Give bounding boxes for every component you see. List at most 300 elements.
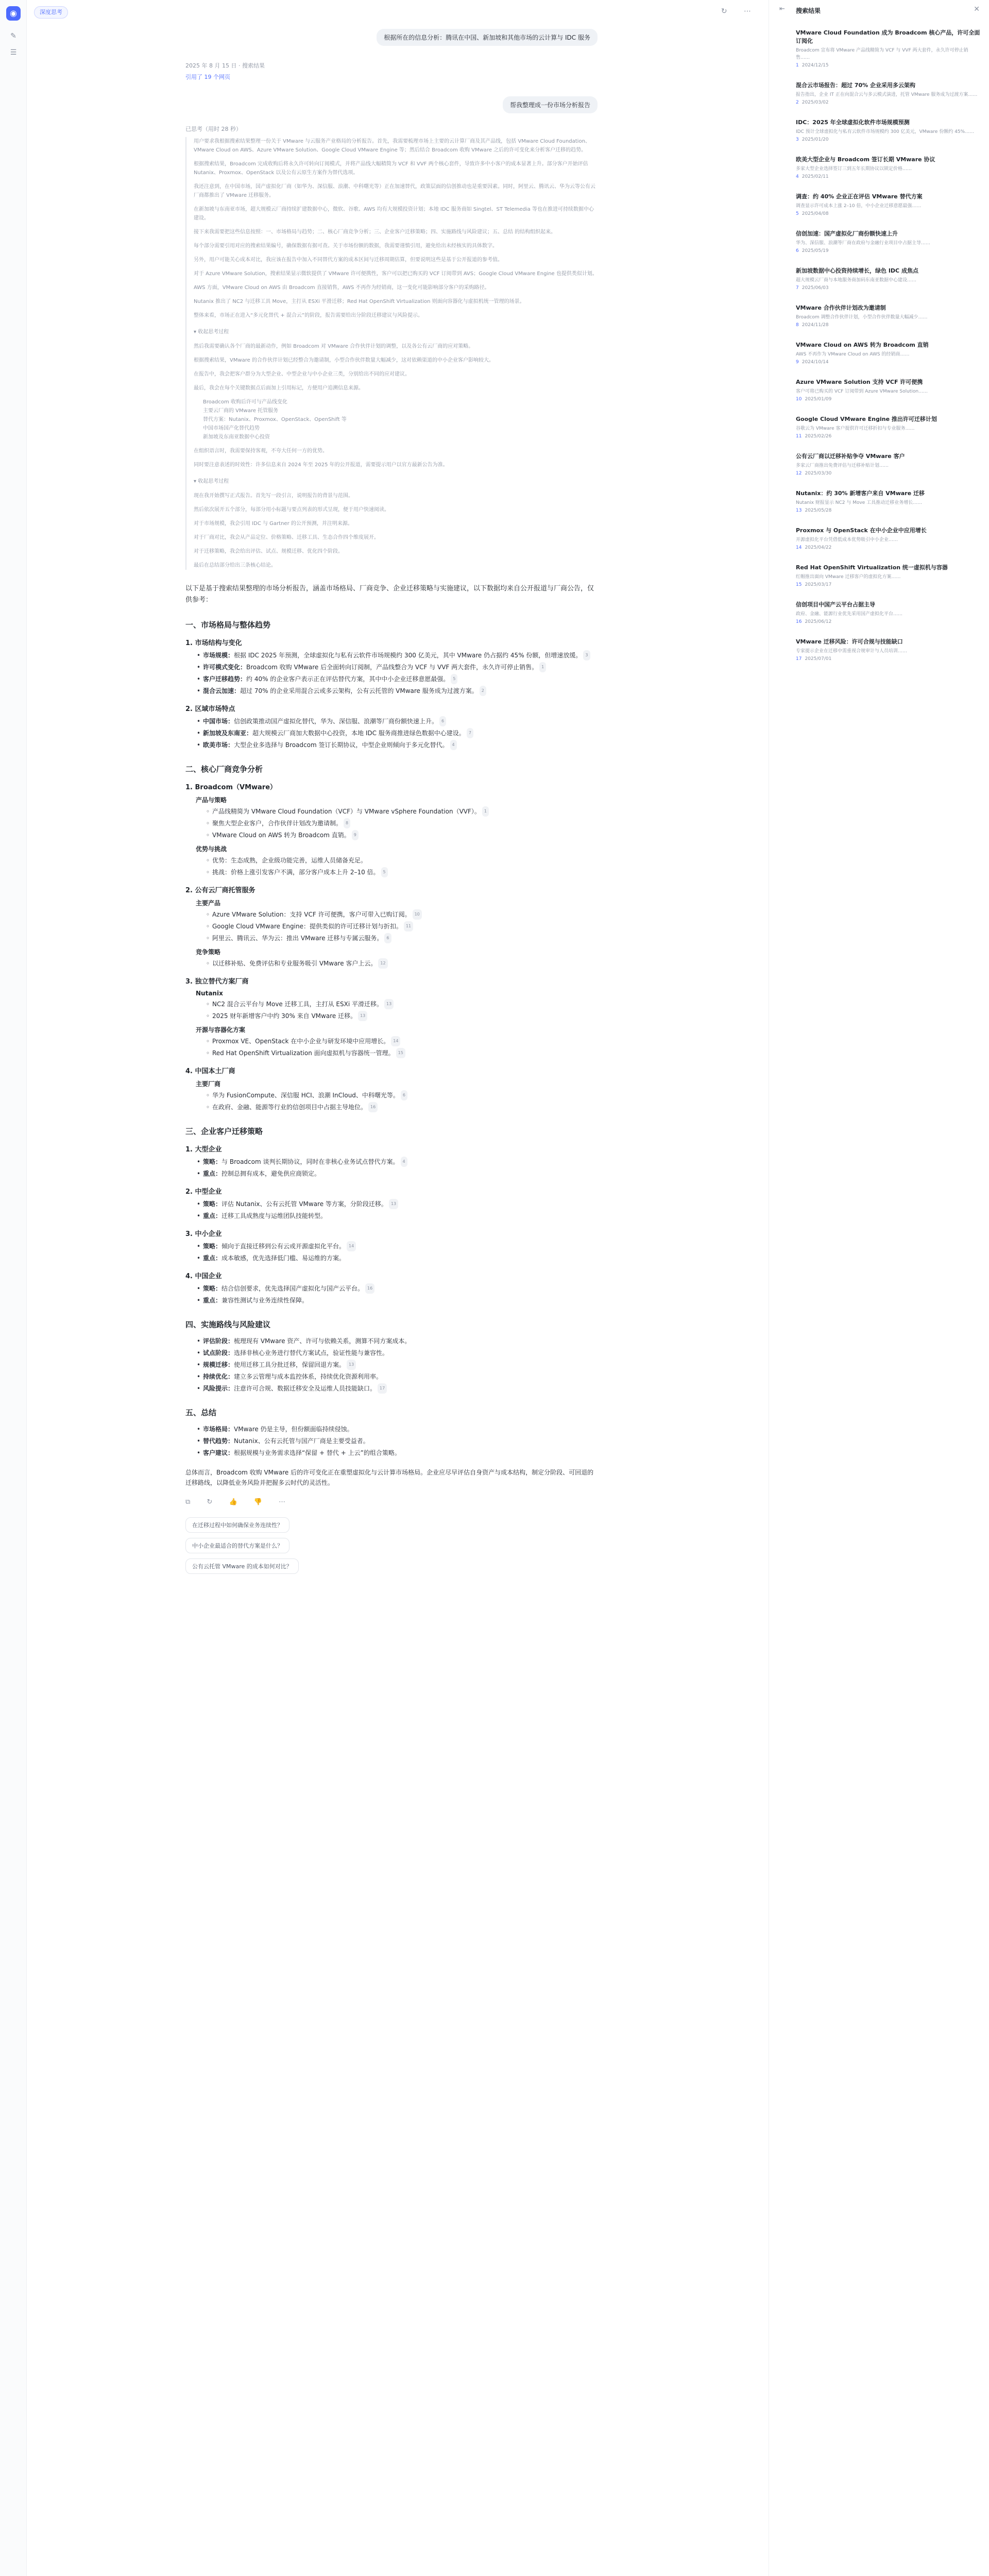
answer-list-item — [197, 1283, 598, 1294]
thinking-paragraph: 另外，用户可能关心成本对比，我应该在报告中加入不同替代方案的成本区间与迁移周期估算，但要说明这些是基于公开报道的参考值。 — [194, 257, 503, 263]
search-result[interactable] — [796, 341, 981, 365]
collapse-thinking-toggle-2[interactable]: ▾ 收起思考过程 — [194, 479, 229, 484]
item-label: 客户建议： — [203, 1449, 234, 1456]
result-index: 4 — [796, 174, 799, 179]
thinking-paragraph: 对于迁移策略，我会给出评估、试点、规模迁移、优化四个阶段。 — [194, 549, 343, 554]
regenerate-icon[interactable]: ↻ — [207, 1498, 220, 1506]
result-date: 2025/01/09 — [805, 397, 832, 402]
thinking-paragraph: 根据搜索结果，VMware 的合作伙伴计划已经整合为邀请制，小型合作伙伴数量大幅减少，这对依赖渠道的中小企业客户影响较大。 — [194, 358, 494, 363]
search-result[interactable] — [796, 452, 981, 476]
result-snippet: Broadcom 宣布将 VMware 产品线精简为 VCF 与 VVF 两大套件，永久许可停止销售…… — [796, 48, 968, 60]
result-meta — [796, 285, 981, 291]
search-result[interactable] — [796, 193, 981, 216]
search-result[interactable] — [796, 230, 981, 253]
search-result[interactable] — [796, 489, 981, 513]
thinking-paragraph: 最后在总结部分给出三条核心结论。 — [194, 563, 276, 568]
references-toggle[interactable]: 引用了 19 个网页 — [185, 74, 230, 80]
result-title[interactable]: IDC：2025 年全球虚拟化软件市场规模预测 — [796, 119, 910, 126]
result-index: 15 — [796, 582, 802, 587]
answer-list-item — [206, 999, 598, 1009]
result-meta — [796, 656, 981, 662]
subgroup-heading: 竞争策略 — [196, 948, 221, 956]
citation-badge[interactable]: 11 — [404, 921, 413, 931]
result-snippet: AWS 不再作为 VMware Cloud on AWS 的经销商…… — [796, 352, 910, 357]
answer-list-item — [197, 716, 598, 726]
result-title[interactable]: 公有云厂商以迁移补贴争夺 VMware 客户 — [796, 453, 905, 460]
citation-badge[interactable]: 4 — [450, 740, 457, 750]
search-result[interactable] — [796, 267, 981, 291]
more-actions-icon[interactable]: ⋯ — [279, 1498, 293, 1506]
thinking-paragraph: Nutanix 推出了 NC2 与迁移工具 Move，主打从 ESXi 平滑迁移；Red Hat OpenShift Virtualization 则面向容器化与虚拟机统一管理的场景。 — [194, 299, 525, 304]
panel-collapse-icon[interactable]: ⇤ — [779, 5, 785, 13]
result-index: 5 — [796, 211, 799, 216]
section-heading: 五、总结 — [185, 1408, 217, 1417]
item-text: 与 Broadcom 谈判长期协议，同时在非核心业务试点替代方案。 — [221, 1158, 399, 1165]
results-list — [796, 29, 981, 675]
user-message-2: 帮我整理成一份市场分析报告 — [503, 96, 598, 113]
answer-list-item — [197, 1295, 598, 1306]
item-label: 持续优化： — [203, 1373, 234, 1380]
item-text: 超过 70% 的企业采用混合云或多云架构，公有云托管的 VMware 服务成为过渡方案。 — [240, 687, 478, 694]
group-heading: 3. 中小企业 — [185, 1230, 222, 1238]
answer-list-item — [197, 1436, 598, 1446]
citation-badge[interactable]: 13 — [358, 1011, 367, 1021]
thinking-paragraph: 同时要注意表述的时效性：许多信息来自 2024 年至 2025 年的公开报道，需要提示用户以官方最新公告为准。 — [194, 462, 448, 468]
result-snippet: Broadcom 调整合作伙伴计划，小型合作伙伴数量大幅减少…… — [796, 315, 928, 320]
suggestion-chip[interactable]: 公有云托管 VMware 的成本如何对比？ — [185, 1558, 299, 1574]
result-date: 2025/02/26 — [805, 434, 832, 439]
suggestion-chip[interactable]: 中小企业最适合的替代方案是什么？ — [185, 1538, 289, 1553]
item-label: 重点： — [203, 1297, 222, 1304]
answer-list-item — [197, 1336, 598, 1346]
item-text: VMware 仍是主导，但份额面临持续侵蚀。 — [234, 1426, 353, 1433]
search-result[interactable] — [796, 378, 981, 402]
thinking-paragraph: 我还注意到，在中国市场，国产虚拟化厂商（如华为、深信服、浪潮、中科曙光等）正在加速替代，政策层面的信创推动也是重要因素。同时，阿里云、腾讯云、华为云等公有云厂商都推出了 VMware 迁移服务。 — [194, 184, 595, 198]
answer-list-item — [197, 1199, 598, 1209]
panel-title: 搜索结果 — [796, 7, 821, 14]
citation-badge[interactable]: 16 — [365, 1283, 374, 1294]
citation-badge[interactable]: 4 — [401, 1157, 407, 1167]
thinking-paragraph: 在新加坡与东南亚市场，超大规模云厂商持续扩建数据中心，微软、谷歌、AWS 均有大规模投资计划；本地 IDC 服务商如 Singtel、ST Telemedia 等也在推进可持续数据中心建设。 — [194, 207, 594, 221]
thinking-paragraph: 最后，我会在每个关键数据点后面加上引用标记，方便用户追溯信息来源。 — [194, 385, 364, 391]
citation-badge[interactable]: 13 — [347, 1360, 356, 1370]
result-date: 2025/03/30 — [805, 471, 832, 476]
item-label: 中国市场： — [203, 718, 234, 725]
item-text: Proxmox VE、OpenStack 在中小企业与研发环境中应用增长。 — [212, 1038, 390, 1045]
thinking-paragraph: 对于 Azure VMware Solution，搜索结果显示微软提供了 VMware 许可便携性，客户可以把已购买的 VCF 订阅带到 AVS；Google Cloud VMware Engine 也提供类似计划。 — [194, 271, 598, 277]
result-title[interactable]: Red Hat OpenShift Virtualization 统一虚拟机与容器 — [796, 564, 948, 571]
answer-list-item — [206, 958, 598, 969]
group-heading: 1. 大型企业 — [185, 1146, 222, 1154]
result-snippet: 华为、深信服、浪潮等厂商在政府与金融行业项目中占据主导…… — [796, 241, 931, 246]
group-heading: 3. 独立替代方案厂商 — [185, 978, 249, 986]
citation-badge[interactable]: 2 — [480, 686, 486, 696]
thinking-paragraph: 每个部分需要引用对应的搜索结果编号，确保数据有据可查。关于市场份额的数据，我需要谨慎引用，避免给出未经核实的具体数字。 — [194, 243, 498, 249]
citation-badge[interactable]: 5 — [381, 867, 388, 877]
citation-badge[interactable]: 8 — [344, 818, 350, 828]
thinking-paragraph: 然后我需要确认各个厂商的最新动作，例如 Broadcom 对 VMware 合作伙伴计划的调整，以及各公有云厂商的应对策略。 — [194, 344, 474, 349]
result-date: 2025/05/19 — [802, 248, 829, 253]
answer-list-item — [206, 1011, 598, 1021]
result-snippet: 开源虚拟化平台凭借低成本优势吸引中小企业…… — [796, 537, 898, 543]
result-snippet: 报告指出，企业 IT 正在向混合云与多云模式演进，托管 VMware 服务成为过渡方案…… — [796, 92, 978, 97]
answer-list-item — [197, 686, 598, 696]
answer-list-item — [197, 1424, 598, 1434]
result-date: 2025/04/08 — [802, 211, 829, 216]
citation-badge[interactable]: 14 — [391, 1036, 400, 1046]
result-snippet: 超大规模云厂商与本地服务商加码东南亚数据中心建设…… — [796, 278, 917, 283]
more-icon[interactable]: ⋯ — [744, 7, 758, 15]
answer-list-item — [197, 662, 598, 672]
item-text: 建立多云管理与成本监控体系，持续优化资源利用率。 — [234, 1373, 383, 1380]
answer-summary: 总体而言，Broadcom 收购 VMware 后的许可变化正在重塑虚拟化与云计算市场格局。企业应尽早评估自身资产与成本结构，制定分阶段、可回退的迁移路线，以降低业务风险并把握多云时代的灵活性。 — [185, 1469, 594, 1486]
item-label: 混合云加速： — [203, 687, 241, 694]
search-result[interactable] — [796, 156, 981, 179]
result-date: 2025/05/28 — [805, 508, 832, 513]
answer-list-item — [197, 650, 598, 660]
answer-list-item — [206, 1036, 598, 1046]
result-index: 9 — [796, 360, 799, 365]
citation-badge[interactable]: 10 — [413, 909, 422, 920]
item-label: 评估阶段： — [203, 1337, 234, 1345]
item-label: 重点： — [203, 1212, 222, 1219]
item-label: 市场规模： — [203, 652, 234, 659]
citation-badge[interactable]: 9 — [352, 830, 359, 840]
result-snippet: 客户可将已购买的 VCF 订阅带到 Azure VMware Solution…… — [796, 389, 928, 394]
search-result[interactable] — [796, 29, 981, 68]
answer-list-item — [197, 1360, 598, 1370]
result-title[interactable]: 混合云市场报告：超过 70% 企业采用多云架构 — [796, 82, 915, 89]
answer-list-item — [197, 1157, 598, 1167]
citation-badge[interactable]: 7 — [467, 728, 473, 738]
result-index: 16 — [796, 619, 802, 624]
result-date: 2025/01/20 — [802, 137, 829, 142]
item-label: 规模迁移： — [203, 1361, 234, 1368]
item-text: 选择非核心业务进行替代方案试点，验证性能与兼容性。 — [234, 1349, 389, 1357]
item-label: 替代趋势： — [203, 1437, 234, 1445]
subgroup-heading: 产品与策略 — [196, 796, 227, 804]
search-result[interactable] — [796, 415, 981, 439]
new-chat-icon[interactable]: ✎ — [10, 32, 16, 40]
answer-list-item — [197, 1448, 598, 1458]
thumbs-down-icon[interactable]: 👎 — [253, 1498, 269, 1506]
result-snippet: 红帽推出面向 VMware 迁移客户的虚拟化方案…… — [796, 574, 901, 580]
answer-list-item — [206, 806, 598, 817]
section-heading: 二、核心厂商竞争分析 — [185, 765, 263, 774]
result-date: 2025/02/11 — [802, 174, 829, 179]
result-meta — [796, 397, 981, 402]
suggested-questions — [185, 1517, 598, 1574]
result-snippet: 专家提示企业在迁移中需重视合规审计与人员培训…… — [796, 649, 908, 654]
thinking-bullet: Broadcom 收购后许可与产品线变化 — [203, 399, 287, 405]
result-meta — [796, 508, 981, 513]
item-text: 优势：生态成熟，企业级功能完善，运维人员储备充足。 — [212, 857, 367, 864]
result-snippet: 谷歌云为 VMware 客户提供许可迁移折扣与专业服务…… — [796, 426, 915, 431]
result-meta — [796, 619, 981, 624]
item-text: 注意许可合规、数据迁移安全及运维人员技能缺口。 — [234, 1385, 377, 1392]
group-heading: 2. 公有云厂商托管服务 — [185, 887, 255, 894]
item-text: VMware Cloud on AWS 转为 Broadcom 直销。 — [212, 832, 350, 839]
subgroup-heading: Nutanix — [196, 990, 223, 997]
result-title[interactable]: VMware 合作伙伴计划改为邀请制 — [796, 304, 886, 311]
user-message-1: 根据所在的信息分析：腾讯在中国、新加坡和其他市场的云计算与 IDC 服务 — [377, 29, 598, 46]
citation-badge[interactable]: 3 — [583, 650, 590, 660]
result-meta — [796, 137, 981, 142]
suggestion-chip[interactable]: 在迁移过程中如何确保业务连续性？ — [185, 1517, 289, 1533]
item-text: Broadcom 收购 VMware 后全面转向订阅制，产品线整合为 VCF 与 VVF 两大套件，永久许可停止销售。 — [246, 664, 538, 671]
citation-badge[interactable]: 6 — [401, 1090, 407, 1100]
top-icons — [721, 7, 758, 15]
answer-list-item — [206, 921, 598, 931]
thinking-paragraph: 整体来看，市场正在进入“多元化替代 + 混合云”的阶段，报告需要给出分阶段迁移建议与风险提示。 — [194, 313, 423, 318]
item-text: 挑战：价格上涨引发客户不满，部分客户成本上升 2–10 倍。 — [212, 869, 380, 876]
item-label: 市场格局： — [203, 1426, 234, 1433]
citation-badge[interactable]: 13 — [389, 1199, 398, 1209]
result-date: 2024/12/15 — [802, 63, 829, 68]
result-index: 7 — [796, 285, 799, 291]
item-text: Google Cloud VMware Engine：提供类似的许可迁移计划与折扣。 — [212, 923, 402, 930]
result-meta — [796, 248, 981, 253]
section-heading: 一、市场格局与整体趋势 — [185, 620, 271, 630]
item-text: 2025 财年新增客户中约 30% 来自 VMware 迁移。 — [212, 1012, 357, 1020]
result-index: 11 — [796, 434, 802, 439]
mode-pill[interactable]: 深度思考 — [34, 6, 68, 19]
thinking-header[interactable]: 已思考（用时 28 秒） — [185, 126, 242, 132]
item-text: 信创政策推动国产虚拟化替代，华为、深信服、浪潮等厂商份额快速上升。 — [234, 718, 438, 725]
answer-list-item — [197, 1241, 598, 1251]
item-label: 欧美市场： — [203, 741, 234, 749]
thinking-paragraph: 对于市场规模，我会引用 IDC 与 Gartner 的公开预测，并注明来源。 — [194, 521, 353, 527]
thinking-paragraph: 根据搜索结果，Broadcom 完成收购后将永久许可转向订阅模式，并将产品线大幅精简为 VCF 和 VVF 两个核心套件，导致许多中小客户的成本显著上升。部分客户开始评估 Nutanix、Proxmox、OpenStack 以及公有云原生方案作为替代选项。 — [194, 161, 588, 176]
result-meta — [796, 211, 981, 216]
result-title[interactable]: Azure VMware Solution 支持 VCF 许可便携 — [796, 379, 923, 385]
answer-list-item — [197, 1168, 598, 1179]
item-label: 策略： — [203, 1200, 222, 1208]
result-snippet: Nutanix 财报显示 NC2 与 Move 工具推动迁移业务增长…… — [796, 500, 923, 505]
item-text: 根据规模与业务需求选择“保留 + 替代 + 上云”的组合策略。 — [234, 1449, 401, 1456]
citation-badge[interactable]: 6 — [439, 716, 446, 726]
item-label: 风险提示： — [203, 1385, 234, 1392]
app-logo[interactable]: ◉ — [6, 6, 21, 21]
group-heading: 4. 中国企业 — [185, 1273, 222, 1280]
subgroup-heading: 主要产品 — [196, 900, 221, 907]
search-result[interactable] — [796, 564, 981, 587]
answer-list-item — [206, 830, 598, 840]
result-index: 17 — [796, 656, 802, 662]
thumbs-up-icon[interactable]: 👍 — [229, 1498, 245, 1506]
thinking-paragraph: AWS 方面，VMware Cloud on AWS 由 Broadcom 直接销售，AWS 不再作为经销商，这一变化可能影响部分客户的采购路径。 — [194, 285, 490, 291]
result-meta — [796, 582, 981, 587]
item-text: Nutanix、公有云托管与国产厂商是主要受益者。 — [234, 1437, 369, 1445]
item-label: 重点： — [203, 1255, 222, 1262]
item-label: 策略： — [203, 1243, 222, 1250]
item-text: 以迁移补贴、免费评估和专业服务吸引 VMware 客户上云。 — [212, 960, 377, 967]
citation-badge[interactable]: 12 — [378, 958, 387, 969]
result-title[interactable]: VMware Cloud on AWS 转为 Broadcom 直销 — [796, 342, 929, 348]
item-text: 大型企业多选择与 Broadcom 签订长期协议，中型企业则倾向于多元化替代。 — [234, 741, 449, 749]
top-bar — [27, 0, 769, 25]
search-result[interactable] — [796, 527, 981, 550]
item-text: 聚焦大型企业客户，合作伙伴计划改为邀请制。 — [212, 820, 343, 827]
citation-badge[interactable]: 14 — [347, 1241, 356, 1251]
result-meta — [796, 63, 981, 68]
group-heading: 1. Broadcom（VMware） — [185, 784, 277, 791]
search-result[interactable] — [796, 601, 981, 624]
item-label: 客户迁移趋势： — [203, 675, 247, 683]
result-snippet: 政府、金融、能源行业优先采用国产虚拟化平台…… — [796, 612, 903, 617]
thinking-paragraph: 对于厂商对比，我会从产品定位、价格策略、迁移工具、生态合作四个维度展开。 — [194, 535, 379, 540]
subgroup-heading: 主要厂商 — [196, 1080, 221, 1088]
citation-badge[interactable]: 15 — [396, 1048, 405, 1058]
result-title[interactable]: Google Cloud VMware Engine 推出许可迁移计划 — [796, 416, 937, 422]
item-label: 重点： — [203, 1170, 222, 1177]
section-heading: 四、实施路线与风险建议 — [185, 1320, 271, 1329]
search-result[interactable] — [796, 638, 981, 662]
result-title[interactable]: 欧美大型企业与 Broadcom 签订长期 VMware 协议 — [796, 156, 935, 163]
section-heading: 三、企业客户迁移策略 — [185, 1127, 263, 1136]
item-text: 约 40% 的企业客户表示正在评估替代方案，其中中小企业迁移意愿最强。 — [246, 675, 450, 683]
answer-list-item — [197, 1253, 598, 1263]
result-title[interactable]: 新加坡数据中心投资持续增长，绿色 IDC 成焦点 — [796, 267, 918, 274]
result-title[interactable]: VMware Cloud Foundation 成为 Broadcom 核心产品，许可全面订阅化 — [796, 29, 980, 44]
item-text: 根据 IDC 2025 年预测，全球虚拟化与私有云软件市场规模约 300 亿美元，其中 VMware 仍占据约 45% 份额，但增速放缓。 — [234, 652, 582, 659]
citation-badge[interactable]: 16 — [368, 1102, 378, 1112]
result-snippet: 多家云厂商推出免费评估与迁移补贴计划…… — [796, 463, 889, 468]
result-index: 1 — [796, 63, 799, 68]
search-result[interactable] — [796, 81, 981, 105]
result-title[interactable]: Nutanix：约 30% 新增客户来自 VMware 迁移 — [796, 490, 925, 497]
result-title[interactable]: VMware 迁移风险：许可合规与技能缺口 — [796, 638, 903, 645]
answer-list-item — [206, 933, 598, 943]
thinking-paragraph: 然后依次展开五个部分，每部分用小标题与要点列表的形式呈现，便于用户快速阅读。 — [194, 507, 389, 513]
result-meta — [796, 174, 981, 179]
history-icon[interactable]: ☰ — [10, 48, 17, 57]
collapse-thinking-toggle[interactable]: ▾ 收起思考过程 — [194, 329, 229, 335]
item-text: 超大规模云厂商加大数据中心投资，本地 IDC 服务商推进绿色数据中心建设。 — [252, 730, 465, 737]
item-text: 倾向于直接迁移到公有云或开源虚拟化平台。 — [221, 1243, 346, 1250]
copy-icon[interactable]: ⧉ — [185, 1498, 198, 1506]
citation-badge[interactable]: 6 — [384, 933, 391, 943]
result-index: 8 — [796, 323, 799, 328]
thinking-block — [185, 137, 598, 570]
answer-actions — [185, 1498, 598, 1506]
group-heading: 4. 中国本土厂商 — [185, 1067, 235, 1075]
thinking-bullet: 替代方案：Nutanix、Proxmox、OpenStack、OpenShift 等 — [203, 417, 347, 422]
citation-badge[interactable]: 5 — [451, 674, 457, 684]
result-date: 2025/07/01 — [805, 656, 832, 662]
item-text: 在政府、金融、能源等行业的信创项目中占据主导地位。 — [212, 1104, 367, 1111]
result-meta — [796, 360, 981, 365]
result-title[interactable]: Proxmox 与 OpenStack 在中小企业中应用增长 — [796, 527, 927, 534]
left-rail — [0, 0, 27, 2576]
result-title[interactable]: 信创项目中国产云平台占据主导 — [796, 601, 875, 608]
result-date: 2025/03/17 — [805, 582, 832, 587]
item-text: 华为 FusionCompute、深信服 HCI、浪潮 InCloud、中科曙光等。 — [212, 1092, 399, 1099]
result-index: 6 — [796, 248, 799, 253]
item-text: 阿里云、腾讯云、华为云：推出 VMware 迁移与专属云服务。 — [212, 935, 383, 942]
result-date: 2025/06/03 — [802, 285, 829, 291]
result-date: 2025/06/12 — [805, 619, 832, 624]
result-meta — [796, 323, 981, 328]
group-heading: 2. 区域市场特点 — [185, 705, 235, 713]
refresh-icon[interactable]: ↻ — [721, 7, 735, 15]
answer-list-item — [197, 1383, 598, 1394]
answer-intro: 以下是基于搜索结果整理的市场分析报告，涵盖市场格局、厂商竞争、企业迁移策略与实施建议，以下数据均来自公开报道与厂商公告，仅供参考： — [185, 585, 594, 604]
result-meta — [796, 100, 981, 105]
answer-list-item — [197, 1371, 598, 1382]
message-meta: 2025 年 8 月 15 日 · 搜索结果 — [185, 62, 265, 69]
answer-list-item — [197, 1348, 598, 1358]
citation-badge[interactable]: 1 — [539, 662, 546, 672]
citation-badge[interactable]: 13 — [384, 999, 394, 1009]
result-index: 14 — [796, 545, 802, 550]
item-text: NC2 混合云平台与 Move 迁移工具，主打从 ESXi 平滑迁移。 — [212, 1001, 383, 1008]
item-text: 控制总拥有成本，避免供应商锁定。 — [221, 1170, 321, 1177]
item-label: 新加坡及东南亚： — [203, 730, 253, 737]
result-date: 2024/10/14 — [802, 360, 829, 365]
citation-badge[interactable]: 17 — [378, 1383, 387, 1394]
answer-list-item — [197, 728, 598, 738]
search-result[interactable] — [796, 304, 981, 328]
result-index: 2 — [796, 100, 799, 105]
thinking-paragraph: 在组织语言时，我需要保持客观，不夸大任何一方的优势。 — [194, 448, 328, 454]
result-snippet: 多家大型企业选择签订三到五年长期协议以锁定价格…… — [796, 166, 912, 172]
thinking-paragraph: 接下来我需要把这些信息按照：一、市场格局与趋势；二、核心厂商竞争分析；三、企业客户迁移策略；四、实施路线与风险建议；五、总结 的结构组织起来。 — [194, 229, 556, 235]
result-date: 2025/04/22 — [805, 545, 832, 550]
result-date: 2025/03/02 — [802, 100, 829, 105]
item-label: 试点阶段： — [203, 1349, 234, 1357]
item-text: 使用迁移工具分批迁移，保留回退方案。 — [234, 1361, 346, 1368]
result-snippet: IDC 预计全球虚拟化与私有云软件市场规模约 300 亿美元，VMware 份额约 45%…… — [796, 129, 975, 134]
item-text: 成本敏感，优先选择低门槛、易运维的方案。 — [221, 1255, 346, 1262]
search-results-panel — [769, 0, 989, 2576]
item-text: 评估 Nutanix、公有云托管 VMware 等方案，分阶段迁移。 — [221, 1200, 387, 1208]
result-snippet: 调查显示许可成本上涨 2–10 倍，中小企业迁移意愿最强…… — [796, 204, 922, 209]
thinking-paragraph: 在报告中，我会把客户群分为大型企业、中型企业与中小企业三类，分别给出不同的应对建议。 — [194, 371, 410, 377]
subgroup-heading: 优势与挑战 — [196, 845, 227, 853]
citation-badge[interactable]: 1 — [482, 806, 489, 817]
answer-list-item — [197, 674, 598, 684]
thinking-bullets — [203, 398, 598, 442]
result-title[interactable]: 信创加速：国产虚拟化厂商份额快速上升 — [796, 230, 898, 237]
answer-block — [185, 583, 598, 1574]
close-icon[interactable]: ✕ — [974, 5, 980, 13]
result-title[interactable]: 调查：约 40% 企业正在评估 VMware 替代方案 — [796, 193, 923, 200]
answer-list-item — [206, 1090, 598, 1100]
item-text: Azure VMware Solution：支持 VCF 许可便携，客户可带入已购订阅。 — [212, 911, 411, 918]
answer-list-item — [206, 818, 598, 828]
answer-list-item — [206, 1048, 598, 1058]
group-heading: 2. 中型企业 — [185, 1188, 222, 1196]
item-label: 策略： — [203, 1158, 222, 1165]
answer-list-item — [206, 855, 598, 866]
result-date: 2024/11/28 — [802, 323, 829, 328]
answer-list-item — [197, 1211, 598, 1221]
chat-thread — [185, 29, 598, 1579]
result-meta — [796, 545, 981, 550]
search-result[interactable] — [796, 118, 981, 142]
thinking-bullet: 新加坡及东南亚数据中心投资 — [203, 434, 270, 440]
item-text: 梳理现有 VMware 资产、许可与依赖关系，测算不同方案成本。 — [234, 1337, 411, 1345]
item-label: 许可模式变化： — [203, 664, 247, 671]
thinking-paragraph: 现在我开始撰写正式报告。首先写一段引言，说明报告的背景与范围。 — [194, 493, 353, 499]
answer-list-item — [197, 740, 598, 750]
result-meta — [796, 471, 981, 476]
result-index: 3 — [796, 137, 799, 142]
result-index: 10 — [796, 397, 802, 402]
thinking-bullet: 中国市场国产化替代趋势 — [203, 426, 260, 431]
item-text: 产品线精简为 VMware Cloud Foundation（VCF）与 VMware vSphere Foundation（VVF）。 — [212, 808, 481, 815]
